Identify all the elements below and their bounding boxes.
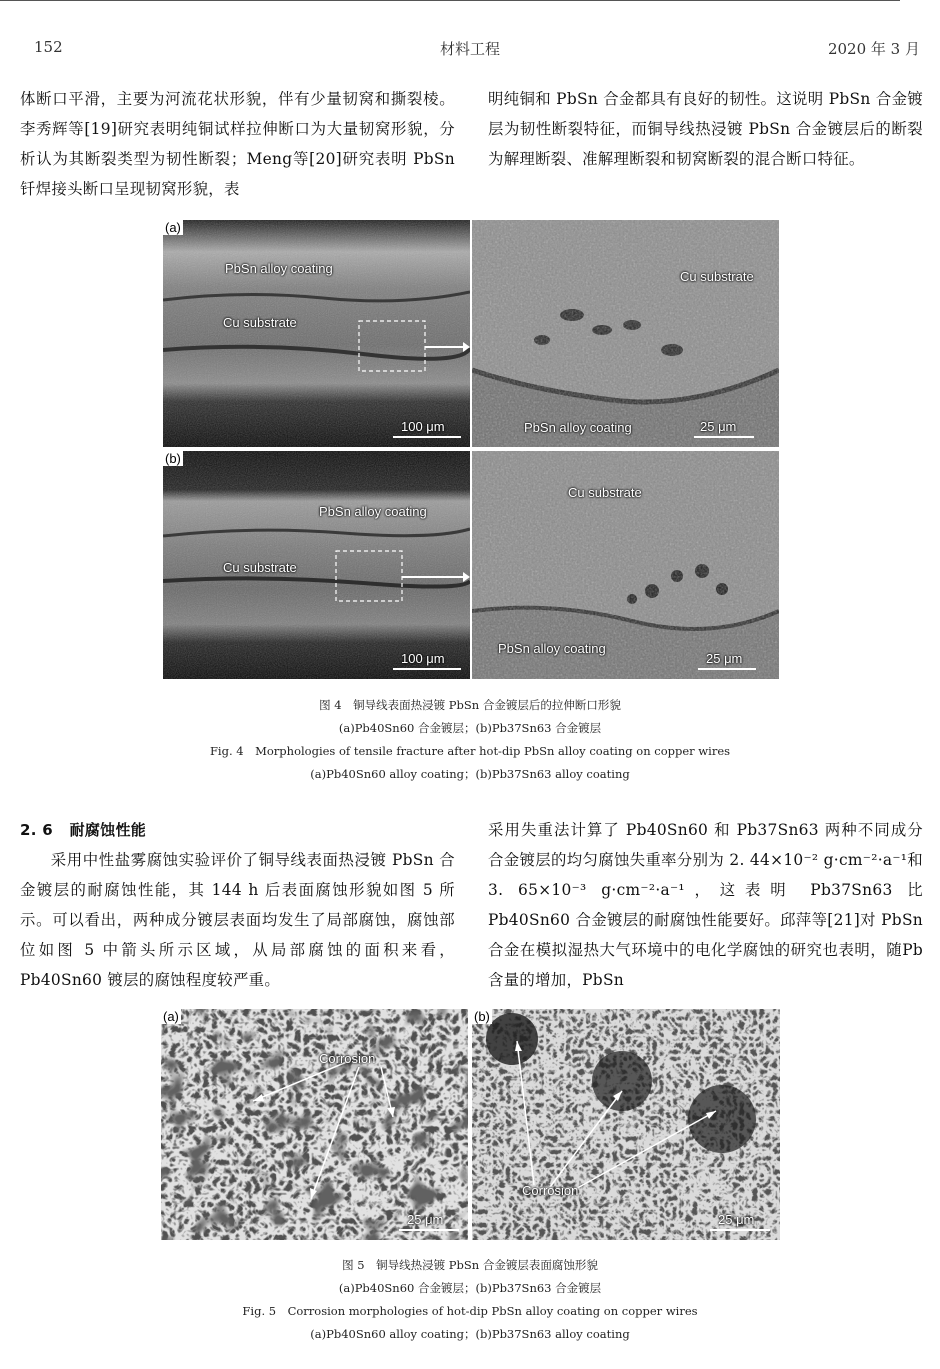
fig5-panel-b [472,1009,780,1240]
panel-label: (b) [165,451,181,466]
scale-bar [399,1229,459,1231]
paragraph: 采用中性盐雾腐蚀实验评价了铜导线表面热浸镀 PbSn 合金镀层的耐腐蚀性能，其 144 h 后表面腐蚀形貌如图 5 所示。可以看出，两种成分镀层表面均发生了局部腐蚀，腐蚀部位如图 5 中箭头所示区域，从局部腐蚀的面积来看，Pb40Sn60 镀层的腐蚀程度较严重。 [20,851,455,989]
sem-image [161,1009,468,1240]
label-substrate: Cu substrate [680,269,754,284]
caption-en: Fig. 5 Corrosion morphologies of hot-dip PbSn alloy coating on copper wires [242,1304,698,1318]
scale-bar [393,436,461,438]
section-heading [20,815,455,845]
label-corrosion: Corrosion [319,1051,376,1066]
panel-label: (b) [474,1009,490,1024]
caption-en-sub: (a)Pb40Sn60 alloy coating；(b)Pb37Sn63 alloy coating [310,1327,630,1341]
scale-bar [393,668,461,670]
label-corrosion: Corrosion [522,1183,579,1198]
text-top-right [488,84,923,174]
sem-image [163,451,470,679]
figure-4-caption [0,694,940,786]
label-substrate: Cu substrate [223,315,297,330]
text-mid-right [488,815,923,995]
paragraph: 体断口平滑，主要为河流花状形貌，伴有少量韧窝和撕裂棱。李秀辉等[19]研究表明纯铜试样拉伸断口为大量韧窝形貌，分析认为其断裂类型为韧性断裂；Meng等[20]研究表明 PbSn 钎焊接头断口呈现韧窝形貌，表 [20,90,455,198]
sem-image [163,220,470,447]
scale-label: 25 μm [407,1212,444,1227]
caption-cn-sub: (a)Pb40Sn60 合金镀层；(b)Pb37Sn63 合金镀层 [338,1281,602,1295]
panel-label: (a) [165,220,181,235]
label-coating: PbSn alloy coating [225,261,333,276]
figure-4 [163,220,779,679]
journal-title: 材料工程 [439,40,500,58]
text-top-left [20,84,455,204]
paragraph: 明纯铜和 PbSn 合金都具有良好的韧性。这说明 PbSn 合金镀层为韧性断裂特征，而铜导线热浸镀 PbSn 合金镀层后的断裂为解理断裂、准解理断裂和韧窝断裂的混合断口特征。 [488,90,923,168]
scale-label: 25 μm [718,1212,755,1227]
panel-label: (a) [163,1009,179,1024]
scale-label: 25 μm [700,419,737,434]
section-number: 2. 6 [20,821,53,839]
caption-cn: 图 5 铜导线热浸镀 PbSn 合金镀层表面腐蚀形貌 [342,1258,598,1272]
sem-image [472,220,779,447]
scale-label: 100 μm [401,651,445,666]
fig4-panel-b-detail [472,451,779,679]
scale-label: 100 μm [401,419,445,434]
caption-en-sub: (a)Pb40Sn60 alloy coating；(b)Pb37Sn63 alloy coating [310,767,630,781]
scale-bar [710,1229,770,1231]
label-coating: PbSn alloy coating [319,504,427,519]
figure-5-caption [0,1254,940,1346]
page-number: 152 [34,38,63,56]
label-coating: PbSn alloy coating [498,641,606,656]
fig4-panel-a-detail [472,220,779,447]
scale-bar [694,436,754,438]
section-title: 耐腐蚀性能 [69,821,147,839]
caption-cn-sub: (a)Pb40Sn60 合金镀层；(b)Pb37Sn63 合金镀层 [338,721,602,735]
scale-label: 25 μm [706,651,743,666]
issue-date: 2020 年 3 月 [827,40,920,58]
fig4-panel-b-overview [163,451,470,679]
scale-bar [698,668,756,670]
caption-en: Fig. 4 Morphologies of tensile fracture after hot-dip PbSn alloy coating on copper wires [209,744,731,758]
header-rule [0,0,900,1]
label-substrate: Cu substrate [568,485,642,500]
label-substrate: Cu substrate [223,560,297,575]
text-mid-left [20,815,455,995]
fig5-panel-a [161,1009,468,1240]
fig4-panel-a-overview [163,220,470,447]
sem-image [472,1009,780,1240]
caption-cn: 图 4 铜导线表面热浸镀 PbSn 合金镀层后的拉伸断口形貌 [319,698,621,712]
label-coating: PbSn alloy coating [524,420,632,435]
figure-5 [161,1009,780,1240]
paragraph: 采用失重法计算了 Pb40Sn60 和 Pb37Sn63 两种不同成分合金镀层的均匀腐蚀失重率分别为 2. 44×10⁻² g·cm⁻²·a⁻¹和 3. 65×10⁻³ g·cm⁻²·a⁻¹，这表明 Pb37Sn63 比 Pb40Sn60 合金镀层的耐腐蚀性能要好。邱萍等[21]对 PbSn 合金在模拟湿热大气环境中的电化学腐蚀的研究也表明，随Pb含量的增加，PbSn [488,821,923,989]
